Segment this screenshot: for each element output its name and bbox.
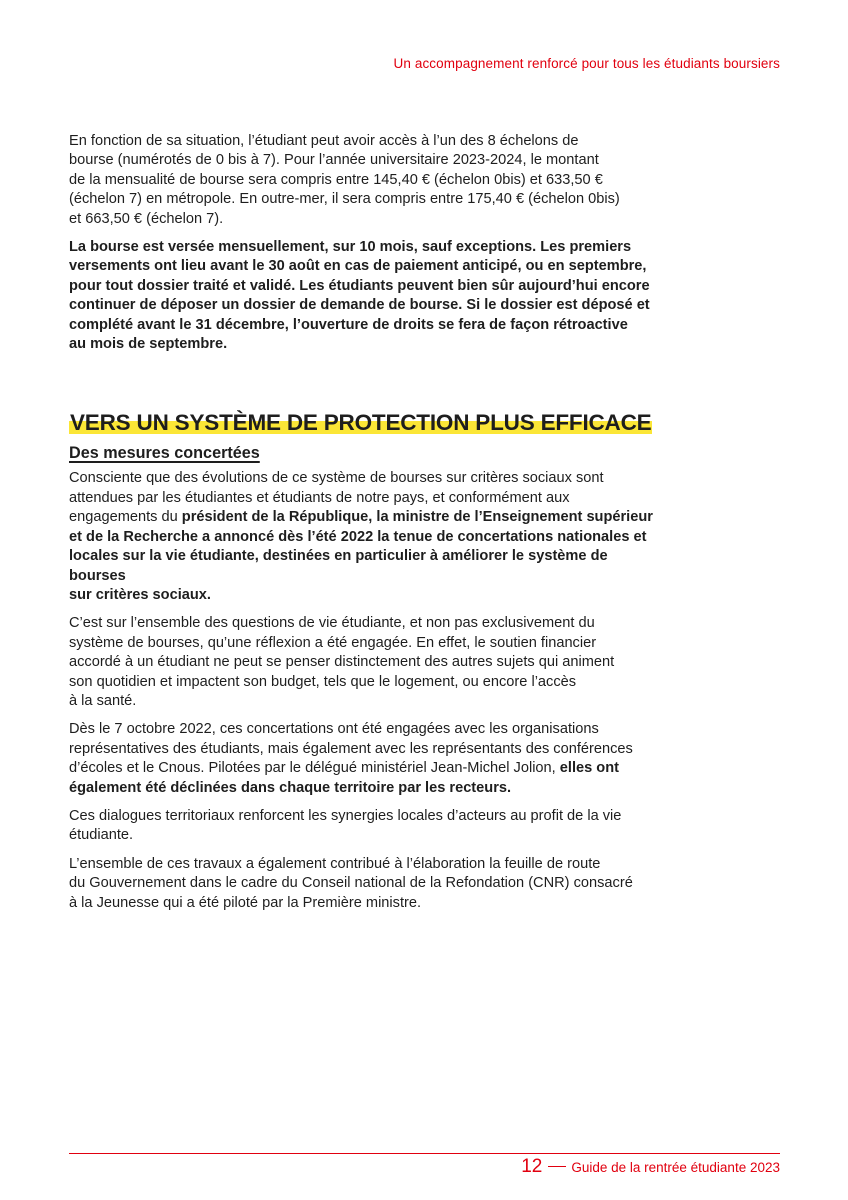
intro-paragraph-scholarship-levels: En fonction de sa situation, l’étudiant peut avoir accès à l’un des 8 échelons de bourse (numérotés de 0 bis à 7). Pour l’année universitaire 2023-2024, le montant de la mensualité de bourse sera compris entre 145,40 € (échelon 0bis) et 633,50 € (échelon 7) en métropole. En outre-mer, il sera compris entre 175,40 € (échelon 0bis) et 663,50 € (échelon 7). — [69, 133, 620, 227]
section-title: VERS UN SYSTÈME DE PROTECTION PLUS EFFICACE — [70, 410, 652, 436]
paragraph-concertations-text: Consciente que des évolutions de ce système de bourses sur critères sociaux sont attendues par les étudiantes et étudiants de notre pays, et conformément aux engagements du — [69, 470, 604, 526]
page-content — [69, 132, 659, 922]
paragraph-october-2022-emphasis: elles ont également été déclinées dans chaque territoire par les recteurs. — [69, 760, 619, 796]
paragraph-roadmap: L’ensemble de ces travaux a également contribué à l’élaboration la feuille de route du Gouvernement dans le cadre du Conseil national de la Refondation (CNR) consacré à la Jeunesse qui a été piloté par la Première ministre. — [69, 855, 633, 911]
paragraph-concertations-emphasis: président de la République, la ministre de l’Enseignement supérieur et de la Recherche a annoncé dès l’été 2022 la tenue de concertations nationales et locales sur la vie étudiante, destinées en particulier à améliorer le système de bourses sur critères sociaux. — [69, 509, 653, 603]
intro-paragraph-payment-schedule: La bourse est versée mensuellement, sur 10 mois, sauf exceptions. Les premiers versements ont lieu avant le 30 août en cas de paiement anticipé, ou en septembre, pour tout dossier traité et validé. Les étudiants peuvent bien sûr aujourd’hui encore continuer de déposer un dossier de demande de bourse. Si le dossier est déposé et complété avant le 31 décembre, l’ouverture de droits se fera de façon rétroactive au mois de septembre. — [69, 239, 650, 353]
section-heading — [69, 410, 659, 436]
paragraph-october-2022-text: Dès le 7 octobre 2022, ces concertations ont été engagées avec les organisations représentatives des étudiants, mais également avec les représentants des conférences d’écoles et le Cnous. Pilotées par le délégué ministériel Jean-Michel Jolion, — [69, 721, 633, 777]
paragraph-territorial-dialogues: Ces dialogues territoriaux renforcent les synergies locales d’acteurs au profit de la vie étudiante. — [69, 807, 622, 844]
paragraph-concertations — [69, 469, 659, 605]
footer-dash — [548, 1166, 566, 1168]
page-number: 12 — [521, 1156, 543, 1177]
paragraph-october-2022 — [69, 720, 659, 798]
footer-document-title: Guide de la rentrée étudiante 2023 — [571, 1160, 780, 1175]
page-footer — [521, 1156, 780, 1178]
running-header: Un accompagnement renforcé pour tous les étudiants boursiers — [393, 56, 780, 71]
subheading: Des mesures concertées — [69, 444, 260, 463]
footer-divider — [69, 1153, 780, 1154]
paragraph-student-life: C’est sur l’ensemble des questions de vie étudiante, et non pas exclusivement du système de bourses, qu’une réflexion a été engagée. En effet, le soutien financier accordé à un étudiant ne peut se penser distinctement des autres sujets qui animent son quotidien et impactent son budget, tels que le logement, ou encore l’accès à la santé. — [69, 615, 615, 709]
